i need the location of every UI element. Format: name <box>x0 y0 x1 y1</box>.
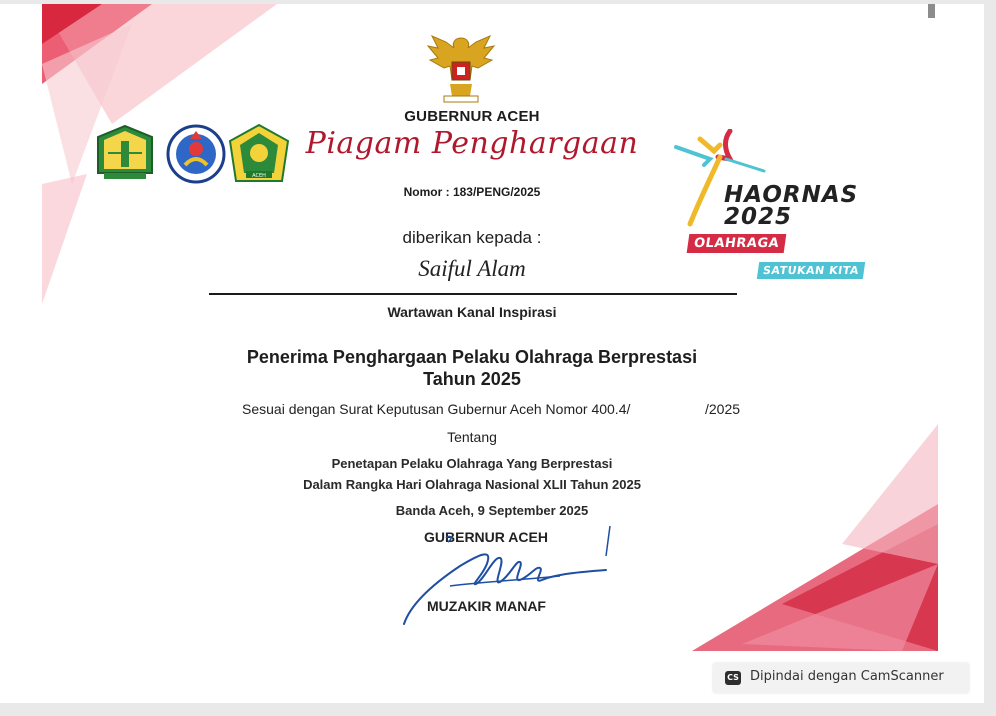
place-and-date: Banda Aceh, 9 September 2025 <box>395 503 589 518</box>
olahraga-badge: OLAHRAGA <box>687 234 787 253</box>
camscanner-watermark <box>713 663 969 693</box>
issuer-title: GUBERNUR ACEH <box>404 108 540 125</box>
recipient-name: Saiful Alam <box>418 256 526 281</box>
decree-reference: Sesuai dengan Surat Keputusan Gubernur Aceh Nomor 400.4/ <box>242 401 631 417</box>
camscanner-text: Dipindai dengan CamScanner <box>750 669 944 684</box>
garuda-emblem <box>424 32 498 108</box>
signatory-name: MUZAKIR MANAF <box>427 598 546 614</box>
aceh-court-logo <box>94 123 156 185</box>
youth-sports-ministry-logo <box>165 123 227 185</box>
decree-about: Tentang <box>447 429 497 445</box>
haornas-name: HAORNAS <box>724 182 859 208</box>
certificate <box>42 4 938 651</box>
award-title-line1: Penerima Penghargaan Pelaku Olahraga Berprestasi <box>246 347 698 367</box>
decree-year: /2025 <box>705 401 741 417</box>
decree-subject-line1: Penetapan Pelaku Olahraga Yang Berprestasi <box>331 456 613 471</box>
scrollbar-thumb[interactable] <box>928 4 935 18</box>
haornas-year: 2025 <box>724 204 793 230</box>
haornas-logo-text <box>724 184 858 228</box>
recipient-role: Wartawan Kanal Inspirasi <box>387 304 557 320</box>
camscanner-icon: CS <box>725 671 741 685</box>
certificate-number: Nomor : 183/PENG/2025 <box>403 185 541 199</box>
decree-subject-line2: Dalam Rangka Hari Olahraga Nasional XLII Tahun 2025 <box>303 477 641 492</box>
svg-text:ACEH: ACEH <box>252 173 266 179</box>
signatory-position: GUBERNUR ACEH <box>424 529 548 545</box>
satukan-kita-badge: SATUKAN KITA <box>757 262 865 279</box>
given-to-label: diberikan kepada : <box>402 228 542 247</box>
aceh-province-logo <box>228 123 290 185</box>
award-title-line2: Tahun 2025 <box>423 369 521 389</box>
name-underline <box>209 293 737 295</box>
certificate-title: Piagam Penghargaan <box>305 126 639 161</box>
scanned-page <box>0 4 984 703</box>
